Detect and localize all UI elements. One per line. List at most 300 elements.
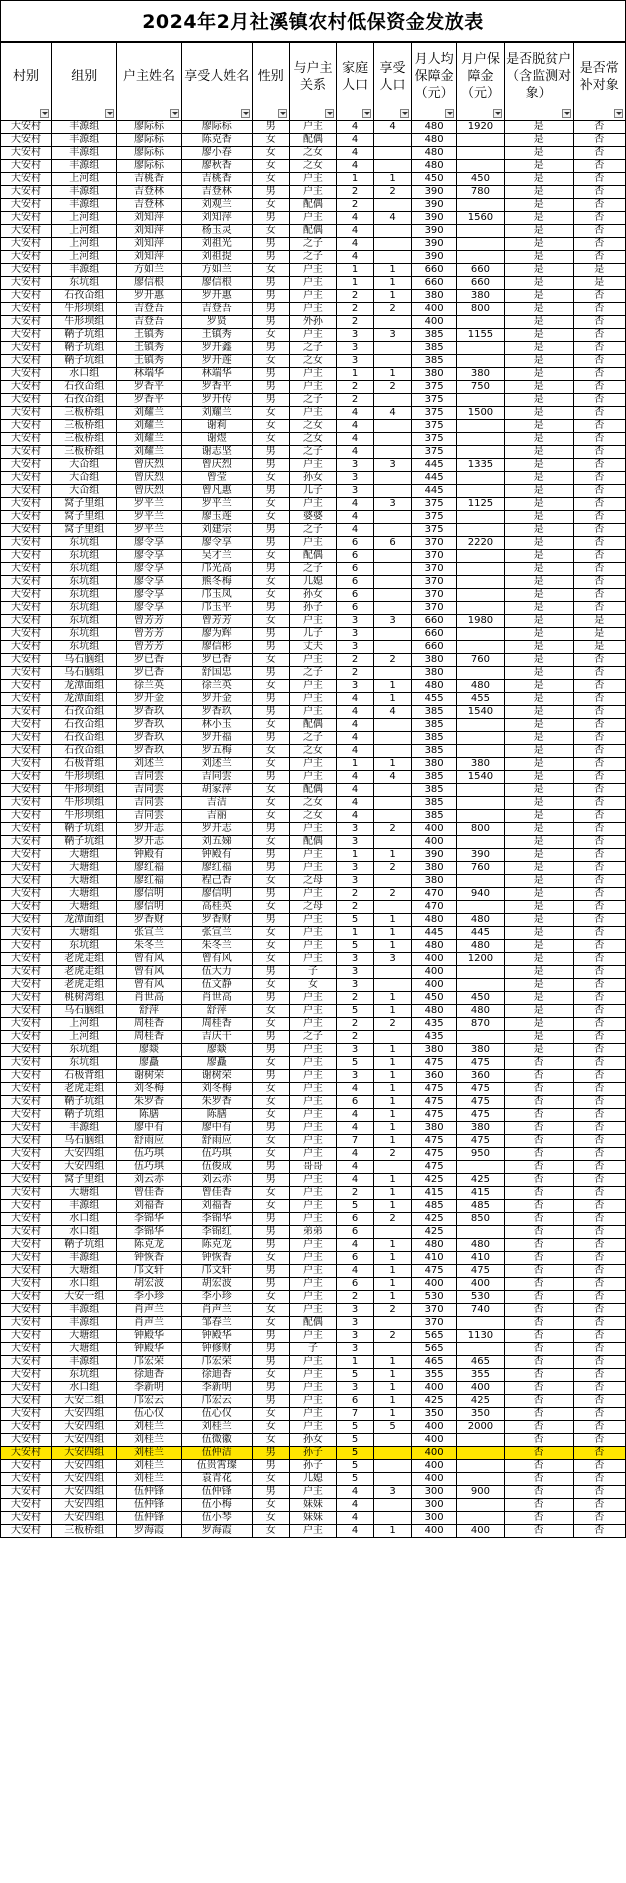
table-cell: 4: [337, 732, 374, 745]
table-cell: 户主: [289, 693, 337, 706]
table-cell: 谢煜: [181, 433, 252, 446]
table-row: [1, 836, 626, 849]
table-cell: 否: [504, 1096, 573, 1109]
filter-dropdown-icon[interactable]: [400, 109, 409, 118]
table-cell: 否: [573, 1499, 625, 1512]
table-row: [1, 1408, 626, 1421]
table-cell: 475: [412, 1083, 457, 1096]
table-cell: 1: [337, 849, 374, 862]
table-cell: 大安村: [1, 368, 52, 381]
table-cell: 大安村: [1, 888, 52, 901]
table-row: [1, 680, 626, 693]
table-cell: 配偶: [289, 836, 337, 849]
table-cell: 男: [252, 1447, 289, 1460]
table-cell: 是: [504, 693, 573, 706]
table-cell: 大安村: [1, 615, 52, 628]
table-cell: 女: [252, 147, 289, 160]
table-cell: [457, 199, 505, 212]
table-cell: 是: [504, 342, 573, 355]
table-cell: 男: [252, 706, 289, 719]
table-cell: 女: [252, 979, 289, 992]
table-cell: 东坑组: [52, 537, 117, 550]
table-cell: 370: [412, 550, 457, 563]
table-cell: 3: [374, 329, 412, 342]
table-cell: 大安村: [1, 966, 52, 979]
table-cell: 否: [573, 1018, 625, 1031]
table-cell: 是: [504, 732, 573, 745]
table-cell: 陈克龙: [117, 1239, 181, 1252]
table-cell: 大安村: [1, 836, 52, 849]
table-cell: 女: [252, 1005, 289, 1018]
table-cell: 之子: [289, 342, 337, 355]
table-cell: 男: [252, 563, 289, 576]
table-cell: 钟恢香: [117, 1252, 181, 1265]
table-cell: 女: [252, 173, 289, 186]
table-cell: 大塘组: [52, 849, 117, 862]
table-row: [1, 1239, 626, 1252]
table-cell: 大塘组: [52, 1265, 117, 1278]
table-cell: 否: [573, 1356, 625, 1369]
table-cell: 大安四组: [52, 1486, 117, 1499]
table-cell: 3: [337, 615, 374, 628]
filter-dropdown-icon[interactable]: [445, 109, 454, 118]
table-cell: 乌石脑组: [52, 1135, 117, 1148]
table-cell: 4: [337, 420, 374, 433]
table-cell: 1560: [457, 212, 505, 225]
table-cell: 女: [252, 1499, 289, 1512]
table-cell: [457, 745, 505, 758]
table-cell: 大安村: [1, 1447, 52, 1460]
table-cell: 之子: [289, 394, 337, 407]
table-cell: 660: [412, 641, 457, 654]
filter-dropdown-icon[interactable]: [493, 109, 502, 118]
table-cell: 否: [573, 589, 625, 602]
table-cell: 乌石脑组: [52, 654, 117, 667]
table-cell: 东坑组: [52, 1044, 117, 1057]
table-cell: 4: [337, 1239, 374, 1252]
table-cell: 曾庆烈: [117, 485, 181, 498]
filter-dropdown-icon[interactable]: [362, 109, 371, 118]
table-cell: 大安村: [1, 589, 52, 602]
table-cell: 1: [374, 1408, 412, 1421]
table-cell: 男: [252, 537, 289, 550]
table-cell: 邝光高: [181, 563, 252, 576]
table-cell: 否: [573, 1512, 625, 1525]
table-cell: 否: [573, 524, 625, 537]
table-cell: 女: [252, 1317, 289, 1330]
table-cell: 罗贤: [181, 316, 252, 329]
table-cell: 否: [573, 537, 625, 550]
filter-dropdown-icon[interactable]: [562, 109, 571, 118]
table-cell: 5: [337, 1200, 374, 1213]
table-cell: [374, 1499, 412, 1512]
table-cell: 大安村: [1, 758, 52, 771]
table-cell: 丈夫: [289, 641, 337, 654]
table-cell: 大安村: [1, 1200, 52, 1213]
table-cell: 否: [504, 1395, 573, 1408]
table-cell: 罗平兰: [117, 498, 181, 511]
table-cell: 300: [412, 1512, 457, 1525]
table-cell: 大安村: [1, 225, 52, 238]
column-header: [117, 43, 181, 121]
table-cell: 大安村: [1, 628, 52, 641]
filter-dropdown-icon[interactable]: [105, 109, 114, 118]
table-cell: 刘冬梅: [117, 1083, 181, 1096]
table-cell: 大安村: [1, 329, 52, 342]
table-cell: 乌石脑组: [52, 667, 117, 680]
table-cell: 480: [412, 160, 457, 173]
table-row: [1, 745, 626, 758]
table-cell: 否: [573, 706, 625, 719]
table-cell: 2220: [457, 537, 505, 550]
table-cell: 曾有风: [117, 979, 181, 992]
table-cell: 是: [504, 641, 573, 654]
table-cell: 吉桃香: [181, 173, 252, 186]
table-cell: 刘五娣: [181, 836, 252, 849]
table-row: [1, 186, 626, 199]
table-cell: 谢志坚: [181, 446, 252, 459]
table-cell: 否: [573, 186, 625, 199]
table-cell: 李锦华: [117, 1226, 181, 1239]
table-cell: 户主: [289, 381, 337, 394]
table-cell: 是: [504, 849, 573, 862]
table-cell: 480: [457, 914, 505, 927]
table-row: [1, 1018, 626, 1031]
table-cell: [374, 394, 412, 407]
table-cell: [374, 342, 412, 355]
table-cell: 户主: [289, 329, 337, 342]
table-cell: 东坑组: [52, 602, 117, 615]
table-row: [1, 719, 626, 732]
table-cell: 380: [412, 1044, 457, 1057]
table-cell: 廖燚: [181, 1044, 252, 1057]
table-cell: 大安村: [1, 1122, 52, 1135]
table-cell: 刘观兰: [181, 199, 252, 212]
table-cell: 否: [573, 511, 625, 524]
table-row: [1, 1356, 626, 1369]
column-header: [374, 43, 412, 121]
column-header-label: 是否脱贫户（含监测对象）: [506, 52, 572, 101]
table-cell: 罗开福: [181, 732, 252, 745]
table-cell: 男: [252, 1330, 289, 1343]
table-cell: 1: [337, 927, 374, 940]
table-cell: 大仚组: [52, 485, 117, 498]
table-cell: 3: [374, 498, 412, 511]
table-row: [1, 888, 626, 901]
table-cell: 大安村: [1, 485, 52, 498]
table-cell: 女: [252, 1421, 289, 1434]
table-cell: 钟殿华: [181, 1330, 252, 1343]
table-cell: 2: [337, 316, 374, 329]
table-cell: 大安村: [1, 706, 52, 719]
table-cell: 475: [457, 1083, 505, 1096]
table-cell: 否: [573, 1460, 625, 1473]
table-row: [1, 1109, 626, 1122]
table-cell: 户主: [289, 914, 337, 927]
table-cell: 否: [573, 1434, 625, 1447]
table-cell: 1: [337, 264, 374, 277]
column-header-label: 性别: [257, 69, 284, 84]
filter-dropdown-icon[interactable]: [278, 109, 287, 118]
table-cell: 廖秋香: [181, 160, 252, 173]
table-cell: 东坑组: [52, 940, 117, 953]
table-cell: 是: [504, 563, 573, 576]
table-cell: 5: [337, 1369, 374, 1382]
table-cell: 否: [504, 1057, 573, 1070]
table-cell: [457, 1031, 505, 1044]
table-cell: 女: [252, 355, 289, 368]
table-row: [1, 1421, 626, 1434]
table-row: [1, 420, 626, 433]
table-cell: 廖际标: [117, 121, 181, 134]
table-cell: 男: [252, 381, 289, 394]
table-cell: 胡宏波: [181, 1278, 252, 1291]
table-cell: 之子: [289, 446, 337, 459]
table-cell: 钟修财: [181, 1343, 252, 1356]
table-cell: [374, 628, 412, 641]
table-cell: 户主: [289, 1382, 337, 1395]
table-cell: 廖际标: [117, 160, 181, 173]
table-cell: 390: [457, 849, 505, 862]
table-cell: 老虎走组: [52, 979, 117, 992]
table-cell: 否: [573, 1408, 625, 1421]
table-cell: 孙女: [289, 1434, 337, 1447]
table-row: [1, 1447, 626, 1460]
table-cell: 400: [412, 1434, 457, 1447]
table-cell: 否: [504, 1369, 573, 1382]
table-cell: 大安四组: [52, 1161, 117, 1174]
table-cell: 480: [412, 914, 457, 927]
table-cell: 455: [457, 693, 505, 706]
table-row: [1, 927, 626, 940]
table-cell: 大安村: [1, 771, 52, 784]
table-cell: 否: [573, 563, 625, 576]
table-cell: [374, 979, 412, 992]
table-cell: 男: [252, 914, 289, 927]
table-cell: 罗开惠: [117, 290, 181, 303]
table-cell: 廖令享: [117, 589, 181, 602]
table-cell: 户主: [289, 1070, 337, 1083]
filter-dropdown-icon[interactable]: [241, 109, 250, 118]
table-cell: 4: [337, 745, 374, 758]
table-cell: 750: [457, 381, 505, 394]
table-cell: 男: [252, 1226, 289, 1239]
table-cell: 3: [337, 966, 374, 979]
table-cell: 450: [412, 173, 457, 186]
table-cell: 户主: [289, 1330, 337, 1343]
table-row: [1, 1031, 626, 1044]
table-cell: 孙子: [289, 1447, 337, 1460]
table-cell: 罗香玖: [117, 719, 181, 732]
table-cell: [457, 446, 505, 459]
table-cell: 380: [457, 1044, 505, 1057]
table-row: [1, 1057, 626, 1070]
table-cell: 400: [412, 966, 457, 979]
table-cell: [457, 316, 505, 329]
table-cell: 大安村: [1, 316, 52, 329]
table-cell: 385: [412, 797, 457, 810]
table-cell: 之子: [289, 1031, 337, 1044]
table-cell: 男: [252, 342, 289, 355]
table-row: [1, 1512, 626, 1525]
table-cell: 是: [573, 628, 625, 641]
table-cell: 475: [412, 1135, 457, 1148]
table-cell: 大安四组: [52, 1421, 117, 1434]
table-cell: 2: [374, 1148, 412, 1161]
table-cell: 大安村: [1, 1070, 52, 1083]
table-cell: 廖令享: [117, 602, 181, 615]
table-cell: 1500: [457, 407, 505, 420]
table-cell: 之女: [289, 797, 337, 810]
table-cell: 是: [504, 524, 573, 537]
table-cell: 男: [252, 667, 289, 680]
table-cell: 2: [337, 381, 374, 394]
table-cell: 户主: [289, 888, 337, 901]
table-row: [1, 329, 626, 342]
table-cell: 3: [374, 459, 412, 472]
table-row: [1, 615, 626, 628]
table-body: [1, 121, 626, 1538]
table-cell: [374, 160, 412, 173]
table-cell: 子: [289, 1343, 337, 1356]
table-cell: 否: [573, 1382, 625, 1395]
table-cell: 6: [337, 602, 374, 615]
table-row: [1, 147, 626, 160]
table-cell: 大安村: [1, 797, 52, 810]
table-cell: 370: [412, 589, 457, 602]
table-cell: 户主: [289, 1200, 337, 1213]
table-cell: [374, 147, 412, 160]
table-cell: 否: [504, 1109, 573, 1122]
table-cell: 3: [374, 953, 412, 966]
table-cell: 女: [252, 1135, 289, 1148]
table-cell: 否: [573, 1109, 625, 1122]
table-cell: 2: [337, 888, 374, 901]
table-cell: 5: [337, 1434, 374, 1447]
table-cell: 曾佳香: [117, 1187, 181, 1200]
filter-dropdown-icon[interactable]: [170, 109, 179, 118]
table-cell: 儿子: [289, 485, 337, 498]
table-cell: 大安村: [1, 1096, 52, 1109]
table-cell: 廖燚: [117, 1044, 181, 1057]
table-cell: 530: [412, 1291, 457, 1304]
table-row: [1, 732, 626, 745]
table-row: [1, 1161, 626, 1174]
table-cell: 伍微徽: [181, 1434, 252, 1447]
table-cell: 1: [374, 1252, 412, 1265]
table-cell: 王镇秀: [117, 355, 181, 368]
table-row: [1, 1122, 626, 1135]
table-cell: 吉同雲: [117, 771, 181, 784]
table-cell: 425: [412, 1174, 457, 1187]
table-cell: 吉同雲: [117, 797, 181, 810]
table-cell: 1: [374, 680, 412, 693]
table-row: [1, 1148, 626, 1161]
filter-dropdown-icon[interactable]: [614, 109, 623, 118]
table-cell: 1130: [457, 1330, 505, 1343]
table-cell: 方如兰: [181, 264, 252, 277]
table-cell: [374, 1161, 412, 1174]
table-cell: 大安村: [1, 1382, 52, 1395]
table-cell: 否: [573, 212, 625, 225]
table-cell: 女: [252, 433, 289, 446]
table-cell: 425: [457, 1174, 505, 1187]
table-cell: 否: [504, 1161, 573, 1174]
filter-dropdown-icon[interactable]: [325, 109, 334, 118]
table-cell: 480: [457, 1005, 505, 1018]
table-cell: 3: [337, 342, 374, 355]
table-cell: 刘耀兰: [117, 433, 181, 446]
table-cell: 邝宏荣: [181, 1356, 252, 1369]
table-cell: 否: [573, 1187, 625, 1200]
table-cell: 3: [337, 680, 374, 693]
table-cell: 是: [504, 1018, 573, 1031]
table-cell: 李小珍: [117, 1291, 181, 1304]
table-cell: 邝宏云: [117, 1395, 181, 1408]
table-row: [1, 1135, 626, 1148]
table-cell: 大安村: [1, 355, 52, 368]
table-cell: 男: [252, 251, 289, 264]
table-cell: 户主: [289, 1096, 337, 1109]
column-header-label: 家庭人口: [342, 60, 369, 93]
table-cell: 是: [504, 836, 573, 849]
table-cell: 2: [374, 186, 412, 199]
table-cell: 罗香玖: [117, 745, 181, 758]
table-cell: 户主: [289, 758, 337, 771]
table-cell: 女: [252, 407, 289, 420]
table-cell: 廖际标: [181, 121, 252, 134]
table-cell: 450: [412, 992, 457, 1005]
table-cell: 钟殿有: [181, 849, 252, 862]
table-cell: 900: [457, 1486, 505, 1499]
table-cell: 是: [504, 537, 573, 550]
table-cell: 户主: [289, 1148, 337, 1161]
table-cell: 是: [504, 225, 573, 238]
table-cell: 大安二组: [52, 1395, 117, 1408]
table-cell: 三板桥组: [52, 420, 117, 433]
table-cell: 否: [573, 433, 625, 446]
table-cell: 3: [337, 1343, 374, 1356]
table-cell: 是: [504, 290, 573, 303]
table-cell: [374, 784, 412, 797]
table-cell: 1: [374, 290, 412, 303]
table-cell: 是: [504, 459, 573, 472]
table-cell: 伍巧琪: [117, 1148, 181, 1161]
table-cell: 男: [252, 1174, 289, 1187]
table-cell: 否: [504, 1070, 573, 1083]
table-cell: 女: [252, 810, 289, 823]
table-cell: 女: [252, 1304, 289, 1317]
table-cell: 男: [252, 732, 289, 745]
table-cell: 是: [504, 433, 573, 446]
filter-dropdown-icon[interactable]: [40, 109, 49, 118]
table-cell: 邝宏云: [181, 1395, 252, 1408]
table-cell: 是: [504, 1044, 573, 1057]
table-cell: 男: [252, 290, 289, 303]
table-cell: 男: [252, 1382, 289, 1395]
table-cell: [457, 602, 505, 615]
table-cell: 是: [504, 992, 573, 1005]
table-cell: [374, 134, 412, 147]
table-cell: 否: [573, 238, 625, 251]
table-cell: 妹妹: [289, 1512, 337, 1525]
table-cell: 陈膳: [117, 1109, 181, 1122]
table-cell: [374, 225, 412, 238]
table-cell: [457, 1434, 505, 1447]
table-cell: 大安村: [1, 875, 52, 888]
table-cell: 大安村: [1, 1460, 52, 1473]
table-cell: [457, 160, 505, 173]
